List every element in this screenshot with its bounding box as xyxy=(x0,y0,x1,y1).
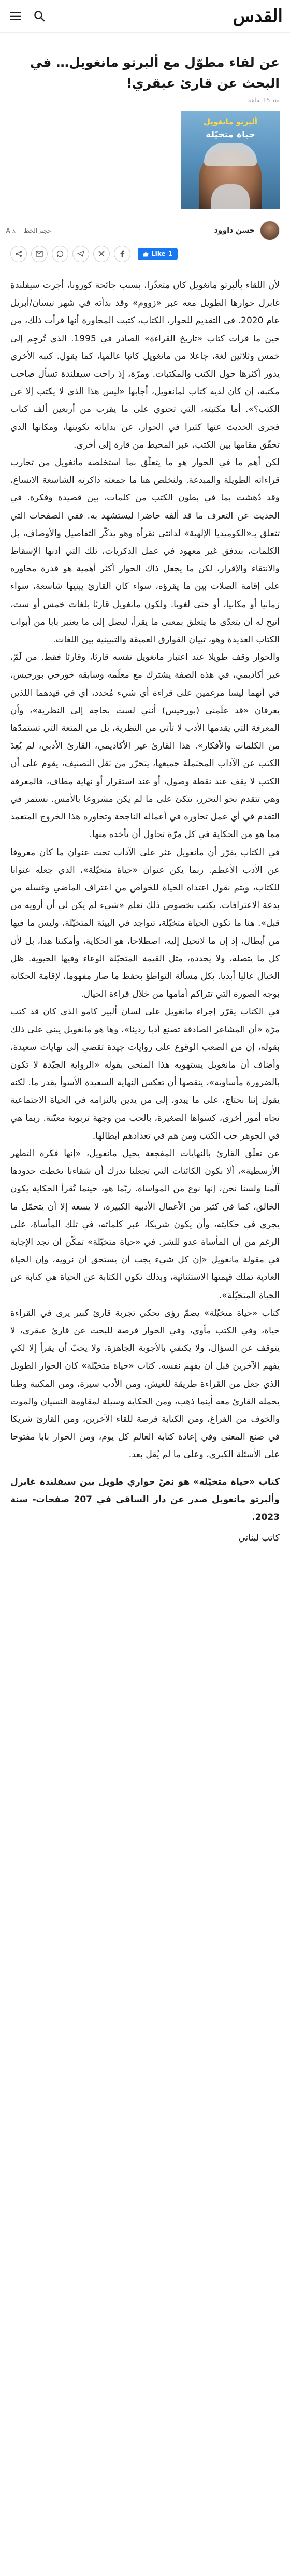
article-paragraph-7: كتاب «حياة متخيّلة» يضمّ رؤى تحكي تجربة قارئ كبير يرى في القراءة حياة، وفي الكتب مأوى، وفي الحوار فرصة للبحث عن قارئ عبقري، لا يتوقف عن السؤال، ولا يكتفي بالأجوبة الجاهزة، ولا يحبّ أن يقرأ إلا لكي يفهم الآخرين قبل أن يفهم نفسه. كتاب «حياة متخيّلة» كان الحوار الطويل الذي جعل من القراءة طريقة للعيش، ومن الأدب سيرة، ومن المكتبة وطنا يحمله القارئ معه أينما ذهب، ومن الحكاية وسيلة لمقاومة النسيان والموت والخوف من الفراغ، ومن الكتابة فرصة للقاء الآخرين، ومن القارئ شريكا في صنع المعنى وفي إعادة كتابة العالم كل يوم، ومن الحوار بابا مفتوحا على الأسئلة الكبرى، وعلى ما لم يُقل بعد. xyxy=(10,1307,280,1460)
cover-portrait-beard xyxy=(211,184,250,209)
svg-text:A: A xyxy=(6,227,10,235)
hamburger-icon[interactable] xyxy=(7,8,24,24)
site-logo[interactable]: القدس xyxy=(233,6,283,26)
telegram-icon[interactable] xyxy=(72,246,89,262)
article-title: عن لقاء مطوّل مع ألبرتو مانغويل… في البحث عن قارئ عبقري! xyxy=(30,55,280,91)
email-icon[interactable] xyxy=(31,246,48,262)
book-cover-image xyxy=(181,111,280,209)
cover-title-text: حياة متخيّلة xyxy=(206,129,255,140)
like-label: Like xyxy=(151,250,166,257)
writer-note: كاتب لبناني xyxy=(238,1533,280,1544)
facebook-icon[interactable] xyxy=(114,246,130,262)
svg-text:A: A xyxy=(12,229,16,235)
article-paragraph-6: عن تعلّق القارئ بالنهايات المفجعة يحيل مانغويل، «إنها فكرة التطهر الأرسطية»، ألا نكون الكائنات التي تجعلنا ندرك أن شقاءنا تخطت حدودها آلمنا ولسنا نحن، إنها نوع من المواساة. ربّما هو، حينما تُقرأ الحكاية يكون الخالق، كما في كثير من الأعمال الأدبية الكبيرة، لا يسعه إلا أن يتحمّل ما يجري في حكايته، وأن يكون شريكا، عبر كلماته، في تلك المأساة، على الرغم من أن المأساة عدو للشر. في «حياة متخيّلة» تمكّن أن نجد الإجابة في مقولة مانغويل «إن كل شيء يجب أن يستحق أن نرويه، وإن الحياة العادية تملك قيمتها الاستثنائية، وبذلك تكون الكتابة عن الحياة هي كتابة عن الحياة المتخيّلة». xyxy=(10,1148,280,1301)
cover-author-text: ألبرتو مانغويل xyxy=(204,117,257,126)
x-twitter-icon[interactable] xyxy=(93,246,110,262)
author-name[interactable]: حسن داوود xyxy=(214,226,255,235)
text-size-icon xyxy=(6,227,21,235)
facebook-like-button[interactable] xyxy=(138,248,178,260)
author-block[interactable] xyxy=(214,221,280,240)
text-size-control[interactable] xyxy=(6,227,52,235)
header-actions xyxy=(7,8,48,24)
article-paragraph-5: في الكتاب يقرّر إجراء مانغويل على لسان ألبير كامو الذي كان قد كتب مرّة «أن المشاعر الصادقة تصنع أدبا رديئا»، وها هو مانغويل يبني على ذلك بقوله، إن من الصعب الوقوع على روايات جيدة تقضي إلى نهايات سعيدة، وأضاف أن مانغويل يستهويه هذا المنحى بقوله «الرواية الجيّدة لا تكون بالضرورة مأساوية»، ينقصها أن تعكس النهاية السعيدة الأسوأ بقدر ما. لكنه يقول إننا نحتاج، على ما يبدو، إلى من يدين بالتزامه في الحياة الاجتماعية تجاه أمور أخرى، كسواها الصغيرة، بالحب من وجهة تربوية معيّنة. ربما هي في الجوهر حب الكتب ومن هم في تعدادهم أبطالها. xyxy=(10,1006,280,1141)
text-size-label[interactable]: حجم الخط xyxy=(24,227,52,234)
search-icon[interactable] xyxy=(31,8,48,24)
cover-container xyxy=(0,111,290,209)
article-paragraph-1: لأن اللقاء بألبرتو مانغويل كان متعذّرا، بسبب جائحة كورونا، أجرت سيفلندة غابرل حوارها الطويل معه عبر «زووم» وقد بدأته في شهر نيسان/أبريل عام 2020. في التقديم للحوار، الكتاب، كتبت المحاورة أنها قرأت ذلك، من حين ما قرأت كتاب «تاريخ القراءة» الصادر في 1995. الذي تُرجِم إلى خمس وثلاثين لغة، جاعلا من مانغويل كاتبا عالميا، كما يقول. كتبه الأخرى يدور أكثرها حول الكتب والمكتبات. ومرّة، إذ راحت سيفلندة تسأل صاحب مكتبة، إن كان لديه كتاب لمانغويل، أجابها «ليس هذا الذي لا يكتب إلا عن الكتب؟». أما مكتبته، التي تحتوي على ما يقرب من أربعين ألف كتاب فجرى الحديث عنها كثيرا في الحوار، عن بداياته تكوينها، ومكانها الذي تحقّق مقامها بين الكتب، عبر المحيط من قارة إلى أخرى. xyxy=(10,280,280,450)
article-body xyxy=(0,277,290,1526)
share-icon[interactable] xyxy=(10,246,27,262)
thumbs-up-icon xyxy=(143,251,149,257)
publish-date: منذ 15 ساعة xyxy=(248,97,280,104)
article-paragraph-4: في الكتاب يقرّر أن مانغويل عثر على الآداب تحت عنوان ما كان معروفا عن الأدب الأعظم. ربما يكن عنوان «حياة متخيّلة»، الذي جعله عنوانا للكتاب، ويتم نقول اعتداه الحياة للخواص من اعتراف الماضي وغسله من بدعة الاعترافات. يكتب بخصوص ذلك نعلم «شيء لم يكن لي أن أرويه من قبل». هنا ما تكون الحياة متخيّلة، تتواجد في البيئة المتخيّلة، وليس ما فيها من أبطال، إذ إن ما لانحيل إليه، اصطلاحا، هو الحكاية، وأمكننا هذا، بل لأن كل ما يتصله، ولا يحدده، مثل القيمة المتخيّلة الوعاء وفيها الحيوية. ظل الخيال عاليا أبديا. بكل مسألة التواطؤ بحفظ ما صار مفهوما، لإقامة الحكاية بوجه الصورة التي تتراكم أمامها من خلال قراءة الخيال. xyxy=(10,847,280,1000)
article-paragraph-3: والحوار وقف طويلا عند اعتبار مانغويل نفسه قارئا، وقارئا فقط. من لَمّ، غير أكاديمي، في هذه الصفة يشترك مع معلّمه وسابقه خورخي بورخيس، في أنهما ليسا مرغمين على قراءة أي شيء مُحدد، أي في قيدهما اللذين يعرفان «قد علّمني (بورخيس) أنني لست بحاجة إلى النظرية»، وأن المعرفة التي يقدمها الأدب لا تأتي من النظرية، بل من المتعة التي تستمدّها من الكلمات والأفكار». هذا القارئ غير الأكاديمي، القارئ الأدبي، لم يُعِدّ الكتب عن الآداب المحتملة جميعها، يتحرّر من ثقل التصنيف، يقوم على أن الكتب لا يقف عند نقطة وصول، أو عند استقرار أو نهاية مطاف، فالمعرفة وهي تتقدم نحو التحرر، تتكئ على ما لم يكن مشروعا بالأمس. نستمر في التقدم في أي عمل تحاوره في أعماله الناجحة وتحاوره هذا الخروج المتعمد مما هو من الحكاية في كل مرّة تحاول أن تأخذه منها. xyxy=(10,652,280,840)
whatsapp-icon[interactable] xyxy=(52,246,68,262)
byline-row xyxy=(6,221,280,240)
share-bar xyxy=(10,246,280,262)
article-paragraph-2: لكن أهم ما في الحوار هو ما يتعلّق بما استخلصه مانغويل من تجارب قراءاته الطويلة والمبدعة. ولنخلص هنا ما جمعته ذاكرته الشاسعة الاتساع، وقد دُهشت بما في بطون الكتب من كلمات، بين قصيدة وفكرة. في الحديث عن التعرف ما قد ألفه حاضرا ليستشهد به. ففي الصفحات التي تتعلق بـ«الكوميديا الإلهية» لدانتي نقرأه وهو يذكّر التفاصيل والأوصاف، بل الكلمات، بتدفق غير معهود في عمل الذكريات، تلك التي أدنها الإسقاط والانتقاء والإقرار، لكن ما يجعل ذاك الحوار أكثر أهمية هو قدرة محاوره على إقامة الصلات بين ما يقرؤه، سواء كان القارئ يبنيها شاسعة، سواء زمانيا أو مكانيا، أو حتى لغويا. ولكون مانغويل قارئا بلغات خمس أو ست، أتيح له أن يتعدّى ما يتعلق بمعنى ما يقرأ، ليصل إلى ما يعتبر بابا من أبواب الكتاب العديدة وهو، تبيان القوارق العميقة والتبيينية بين اللغات. xyxy=(10,457,280,645)
cover-portrait-hair xyxy=(204,143,257,166)
site-header xyxy=(0,0,290,33)
article-closing-paragraph: كتاب «حياة متخيّلة» هو نصّ حواري طويل بين سيفلندة غابرل وألبرتو مانغويل صدر عن دار الساقي في 207 صفحات- سنة 2023. xyxy=(10,1476,280,1523)
like-count: 1 xyxy=(168,250,172,257)
author-avatar[interactable] xyxy=(260,221,280,240)
